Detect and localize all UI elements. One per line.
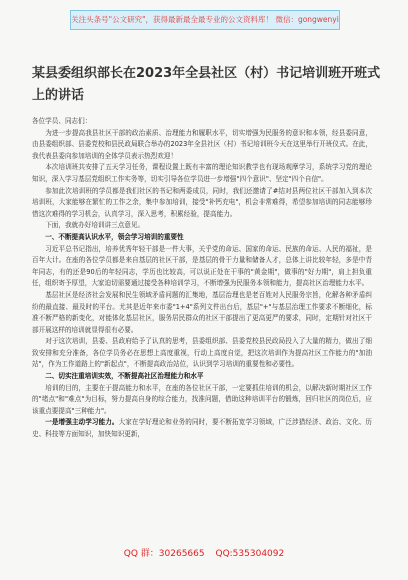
paragraph: 对于这次培训，县委、县政府给予了认真的思考，县委组织部、县委党校县民政局投入了大量的精力，做出了细致安排和充分准备，各位学员务必在思想上高度重视，行动上高度自觉，把这次培训作为提高社区工作能力的"加油站"，作为工作道路上的"新起点"，不断提高政治站位，认识到学习培训的重要性和必要性。 xyxy=(32,337,372,369)
paragraph: 本次培训班共安排了五天学习任务，课程设置上既有丰富的理论知识教学也有现场观摩学习，系统学习党的理论知识，深入学习基层党组织工作实务等，切实引导各位学员进一步增强"四个意识"、坚定"四个自信"。 xyxy=(32,163,372,183)
paragraph-text: 大家在学好理论和业务的同时，要不断拓宽学习领域，广泛涉猎经济、政治、文化、历史、科技等方面知识，加快知识更新， xyxy=(32,418,373,439)
paragraph: 基层社区是经济社会发展和民生领域矛盾问题的汇集地，基层治理也是老百姓对人民服务宗旨，化解各种矛盾纠纷的最直接、最及时的平台。尤其是近年来市委"1+4"系列文件出台后，基层"+"与基层治理工作要求不断细化，标准不断严格的新变化，对能体化基层社区，服务居民群众的社区干部提出了更高更严的要求，同时，定期针对社区干部开展这样的培训就显得很有必要。 xyxy=(32,290,372,334)
footer-contact xyxy=(0,546,408,564)
qq-text: QQ:535304092 xyxy=(215,549,285,559)
paragraph: 培训的目的，主要在于提高能力和水平，在座的各位社区干部，一定要抓住培训的机会，以解决新时期社区工作的"堵点"和"难点"为目标，努力提高自身的综合能力，找准问题，借助这种培训平台的锻炼，回归社区的岗位后，应该重点要提高"三种能力"。 xyxy=(32,383,372,415)
salutation: 各位学员、同志们： xyxy=(32,117,92,125)
document-body xyxy=(32,116,372,441)
section-heading: 二、切实注重培训实效，不断提高社区治理能力和水平 xyxy=(45,372,204,381)
document-title: 某县委组织部长在2023年全县社区（村）书记培训班开班式上的讲话 xyxy=(32,66,381,103)
promo-text: 关注头条号"公文研究"，获得最新最全最专业的公文资料库！ 微信：gongwenyi xyxy=(71,15,339,24)
paragraph-lead: 一是增强主动学习能力。 xyxy=(45,418,119,427)
paragraph: 习近平总书记指出，培养优秀年轻干部是一件大事，关乎党的命运、国家的命运、民族的命运、人民的福祉，是百年大计。在座的各位学员都是来自基层的社区干部，是基层的骨干力量和储备人才，总体上讲比较年轻，多是中青年同志，有的还是90后的年轻同志，学历也比较高，可以说正处在干事的"黄金期"，做事的"好力期"，肩上担负重任，组织寄予厚望，大家迫切需要通过接受各种培训学习，不断增强为民服务本领和能力，提高社区治理能力水平。 xyxy=(32,244,372,288)
paragraph: 为进一步提高我县社区干部的政治素质、治理能力和履职水平，切实增强为民服务的意识和本领，经县委同意，由县委组织部、县委党校和县民政局联合举办的2023年全县社区（村）书记培训班今天在这里举行开班仪式。在此，我代表县委向参加培训的全体学员表示热烈欢迎！ xyxy=(32,128,372,160)
qq-group-text: QQ 群：30265665 xyxy=(123,549,205,559)
paragraph: 下面，我就办好培训讲三点意见。 xyxy=(45,221,145,230)
paragraph: 参加此次培训班的学员都是我们社区的书记和两委成员，同时，我们还邀请了#结对县两位社区干部加入到本次培训班，大家能够在繁忙的工作之余，集中参加培训，接受"补钙充电"，机会非常难得，希望参加培训的同志能够珍惜这次难得的学习机会，认真学习，深入思考，积累经验，提高能力。 xyxy=(32,186,372,218)
promo-banner xyxy=(70,10,340,30)
section-heading: 一、不断提高认识水平，领会学习培训的重要性 xyxy=(45,232,184,241)
paragraph-list xyxy=(32,128,372,441)
paragraph xyxy=(32,417,372,440)
